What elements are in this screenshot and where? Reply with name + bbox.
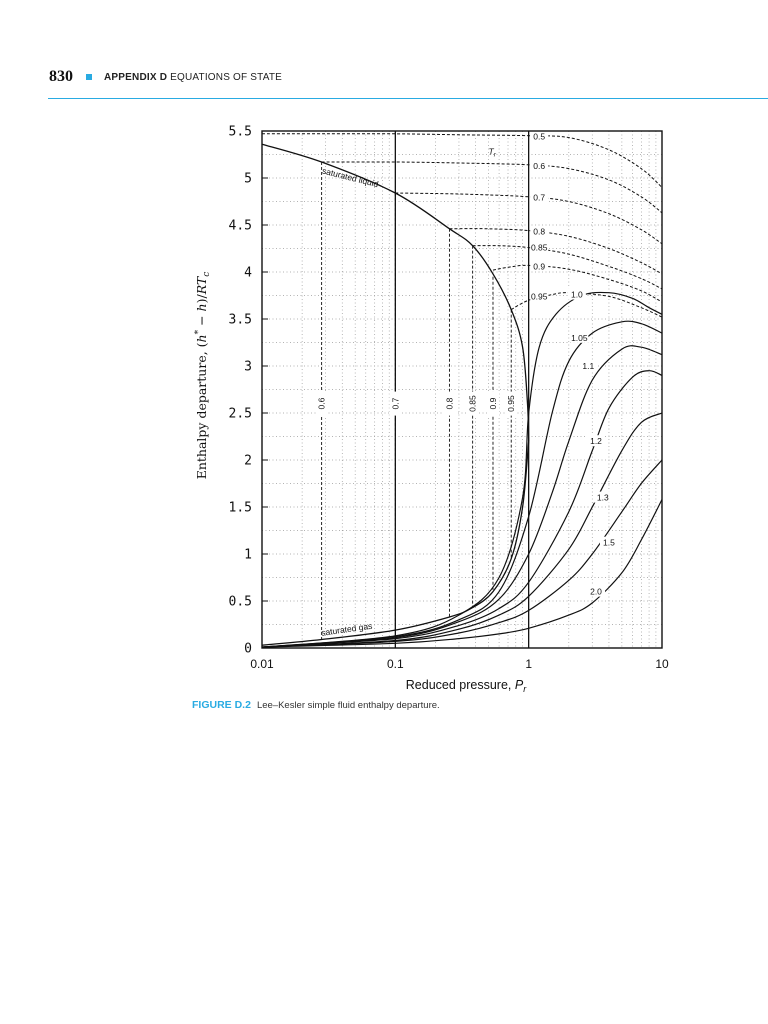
x-tick-label: 0.01 <box>250 657 274 671</box>
y-axis-rt: RT <box>194 276 209 295</box>
page-number: 830 <box>49 68 73 85</box>
y-tick-label: 0.5 <box>228 594 252 610</box>
y-tick-label: 2 <box>244 453 252 469</box>
y-tick-label: 2.5 <box>228 406 252 422</box>
curve-layer <box>262 131 662 647</box>
curve-label: 1.5 <box>603 537 615 548</box>
y-tick-label: 0 <box>244 641 252 657</box>
curve-label: 1.0 <box>570 289 583 300</box>
y-axis-close: )/ <box>194 294 209 304</box>
figure-label: FIGURE D.2 <box>192 699 251 711</box>
axis-layer <box>194 125 669 695</box>
curve-label: 0.5 <box>533 131 546 142</box>
curve-label: 1.05 <box>571 332 588 343</box>
curve-label: 1.3 <box>596 492 609 503</box>
y-tick-label: 4.5 <box>228 218 252 234</box>
appendix-label: APPENDIX D <box>104 72 168 83</box>
saturation-label: 0.9 <box>487 397 498 410</box>
family-label-subscript: r <box>493 151 496 159</box>
x-tick-label: 1 <box>525 657 533 671</box>
y-axis-star: * <box>194 329 204 335</box>
y-axis-symbol-h2: h <box>194 303 209 312</box>
curve-label: 1.1 <box>582 361 595 371</box>
y-tick-label: 5 <box>244 171 252 187</box>
curve-label: 0.95 <box>530 291 548 302</box>
curve-label: 0.7 <box>533 192 546 203</box>
x-axis-subscript: r <box>523 684 527 694</box>
isotherm-0-85 <box>473 246 662 289</box>
y-tick-label: 5.5 <box>228 124 252 140</box>
y-axis-label: Enthalpy departure, $(h^* - h)/RT_c$ <box>194 271 212 480</box>
saturated-gas-label: saturated gas <box>320 620 373 638</box>
y-tick-label: 1.5 <box>228 500 252 516</box>
curve-label: 2.0 <box>590 586 602 597</box>
y-axis-subscript: c <box>202 271 212 277</box>
y-axis-minus: − <box>194 311 209 330</box>
x-tick-label: 10 <box>655 657 669 671</box>
y-axis-symbol-h: h <box>194 334 209 343</box>
curve-label: 0.9 <box>533 261 546 272</box>
x-axis-label: Reduced pressure, $P_r$ <box>405 678 527 694</box>
saturation-label: 0.8 <box>444 397 455 410</box>
y-tick-label: 1 <box>244 547 252 563</box>
curve-label: 1.2 <box>590 436 602 447</box>
y-tick-label: 4 <box>244 265 252 281</box>
x-tick-label: 0.1 <box>386 657 404 671</box>
y-tick-label: 3.5 <box>228 312 252 328</box>
saturation-label: 0.95 <box>506 395 517 412</box>
saturation-label: 0.7 <box>390 397 401 410</box>
x-axis-symbol: P <box>514 678 524 692</box>
curve-label: 0.6 <box>533 160 546 171</box>
isotherm-0-8 <box>450 226 663 274</box>
label-layer <box>316 131 618 638</box>
y-tick-label: 3 <box>244 359 252 375</box>
section-title: EQUATIONS OF STATE <box>170 72 283 83</box>
saturated-liquid-label: saturated liquid <box>321 165 380 190</box>
figure-caption-text: Lee–Kesler simple fluid enthalpy departure. <box>256 700 440 711</box>
figure-caption <box>192 699 440 711</box>
curve-label: 0.85 <box>530 242 548 253</box>
family-label: $T_r$ <box>488 146 496 159</box>
saturation-label: 0.85 <box>467 395 478 412</box>
saturation-label: 0.6 <box>316 397 327 410</box>
curve-label: 0.8 <box>533 226 546 237</box>
